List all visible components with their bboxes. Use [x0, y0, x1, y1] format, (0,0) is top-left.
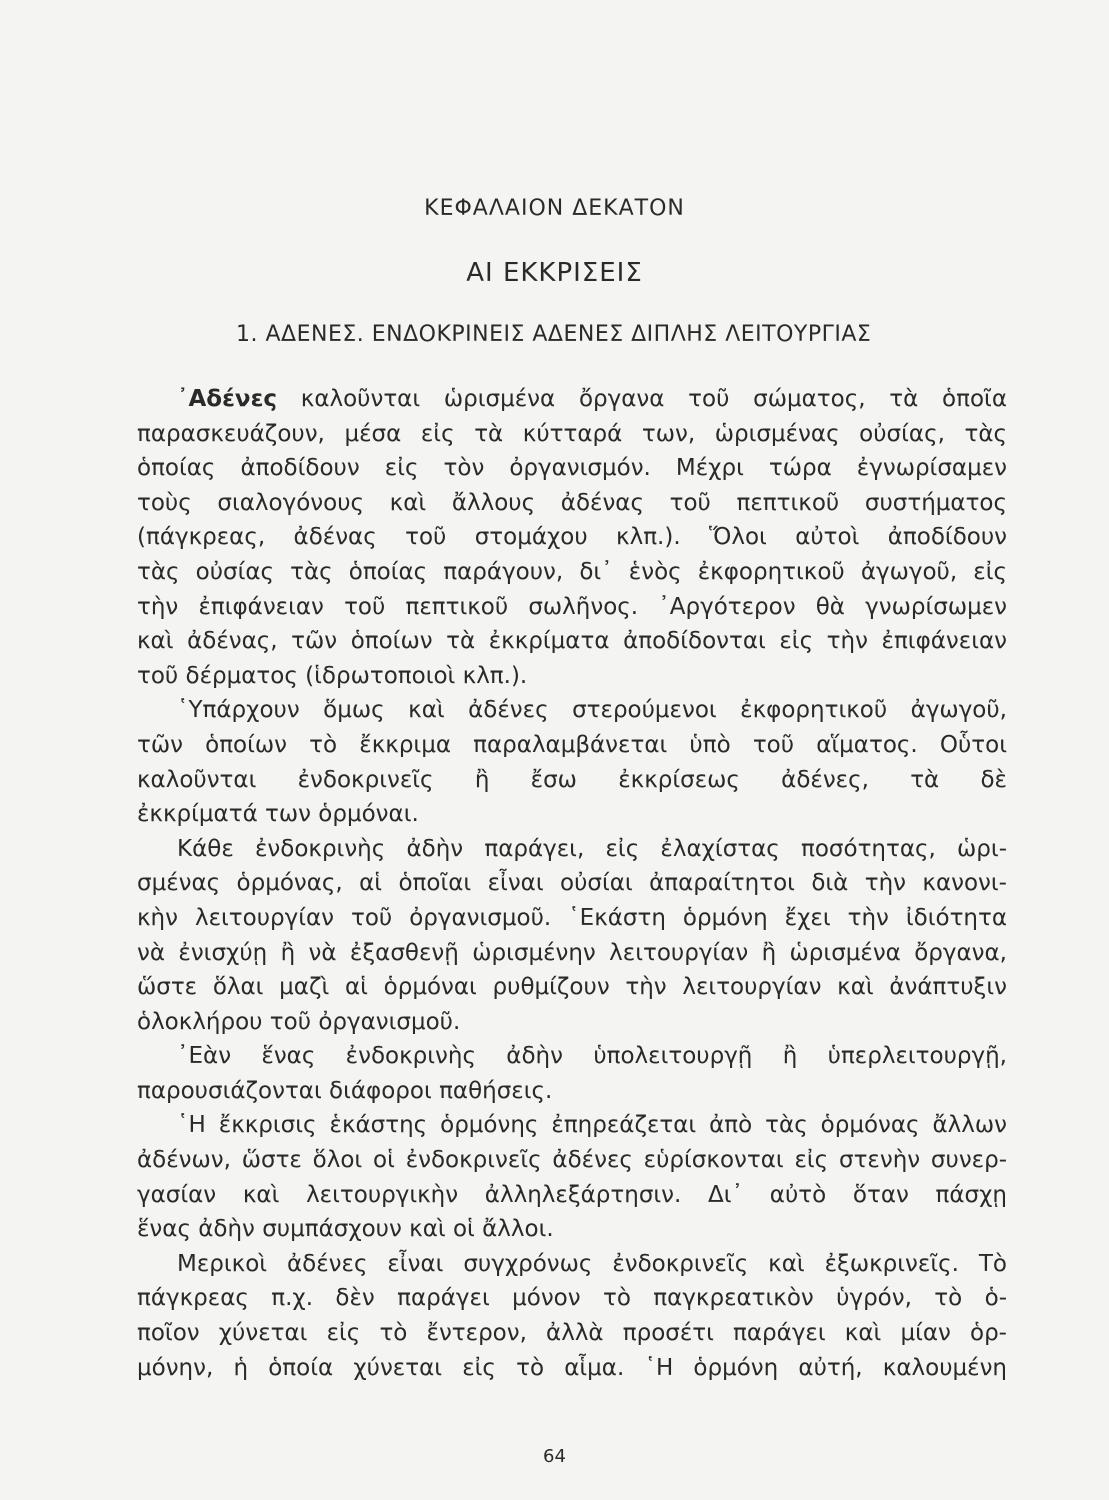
line-text: ἀδένων, ὥστε ὅλοι οἱ ἐνδοκρινεῖς ἀδένες εὑρίσκονται εἰς στενὴν συνερ-: [137, 1147, 1007, 1174]
line-text: καὶ ἀδένας, τῶν ὁποίων τὰ ἐκκρίματα ἀποδίδονται εἰς τὴν ἐπιφάνειαν: [137, 628, 1007, 655]
line-text: Κάθε ἐνδοκρινὴς ἀδὴν παράγει, εἰς ἐλαχίστας ποσότητας, ὡρι-: [177, 835, 1007, 862]
text-line: [137, 936, 1007, 971]
text-line: [137, 1039, 1007, 1074]
page-number: 64: [543, 1446, 566, 1467]
text-line: [137, 486, 1007, 521]
text-line: [137, 1316, 1007, 1351]
text-line: [137, 1178, 1007, 1213]
line-text: τοῦ δέρματος (ἱδρωτοποιοὶ κλπ.).: [137, 662, 528, 689]
line-text: Μερικοὶ ἀδένες εἶναι συγχρόνως ἐνδοκρινεῖς καὶ ἐξωκρινεῖς. Τὸ: [177, 1250, 1007, 1277]
text-line: [137, 659, 1007, 694]
text-line: [137, 624, 1007, 659]
line-text: μόνην, ἡ ὁποία χύνεται εἰς τὸ αἷμα. ῾Η ὁρμόνη αὐτή, καλουμένη: [137, 1354, 1007, 1381]
line-text: τοὺς σιαλογόνους καὶ ἄλλους ἀδένας τοῦ πεπτικοῦ συστήματος: [137, 489, 1007, 516]
text-line: [137, 728, 1007, 763]
text-line: [137, 866, 1007, 901]
text-line: [137, 417, 1007, 452]
line-text: τὴν ἐπιφάνειαν τοῦ πεπτικοῦ σωλῆνος. ᾿Αργότερον θὰ γνωρίσωμεν: [137, 593, 1007, 620]
text-line: [137, 1074, 1007, 1109]
line-text: τὰς οὐσίας τὰς ὁποίας παράγουν, δι᾿ ἑνὸς ἐκφορητικοῦ ἀγωγοῦ, εἰς: [137, 558, 1007, 585]
line-text: ὁλοκλήρου τοῦ ὀργανισμοῦ.: [137, 1008, 461, 1035]
text-line: [137, 555, 1007, 590]
text-line: [137, 797, 1007, 832]
text-line: [137, 970, 1007, 1005]
line-text: ὁποίας ἀποδίδουν εἰς τὸν ὀργανισμόν. Μέχρι τώρα ἐγνωρίσαμεν: [137, 455, 1007, 482]
text-line: [137, 590, 1007, 625]
lead-term: ᾿Αδένες: [177, 386, 278, 412]
line-text: σμένας ὁρμόνας, αἱ ὁποῖαι εἶναι οὐσίαι ἀπαραίτητοι διὰ τὴν κανονι-: [137, 870, 1007, 897]
line-text: ῾Η ἔκκρισις ἑκάστης ὁρμόνης ἐπηρεάζεται ἀπὸ τὰς ὁρμόνας ἄλλων: [177, 1112, 1007, 1139]
text-line: [137, 1351, 1007, 1386]
line-text: γασίαν καὶ λειτουργικὴν ἀλληλεξάρτησιν. Δι᾿ αὐτὸ ὅταν πάσχῃ: [137, 1181, 1007, 1208]
line-text: (πάγκρεας, ἀδένας τοῦ στομάχου κλπ.). Ὅλοι αὐτοὶ ἀποδίδουν: [137, 524, 1007, 551]
line-text: ὥστε ὅλαι μαζὶ αἱ ὁρμόναι ρυθμίζουν τὴν λειτουργίαν καὶ ἀνάπτυξιν: [137, 974, 1007, 1001]
line-text: καλοῦνται ὡρισμένα ὄργανα τοῦ σώματος, τὰ ὁποῖα: [300, 386, 1007, 412]
text-line: [137, 832, 1007, 867]
line-text: ῾Υπάρχουν ὅμως καὶ ἀδένες στερούμενοι ἐκφορητικοῦ ἀγωγοῦ,: [177, 697, 1007, 724]
text-line: [137, 763, 1007, 798]
line-text: ἕνας ἀδὴν συμπάσχουν καὶ οἱ ἄλλοι.: [137, 1216, 554, 1243]
line-text: ἐκκρίματά των ὁρμόναι.: [137, 801, 419, 828]
text-line: [137, 1143, 1007, 1178]
text-line: [137, 1247, 1007, 1282]
line-text: παρουσιάζονται διάφοροι παθήσεις.: [137, 1077, 553, 1104]
text-line: [137, 693, 1007, 728]
text-line: [137, 1108, 1007, 1143]
text-line: [137, 1281, 1007, 1316]
text-line: [137, 520, 1007, 555]
line-text: κὴν λειτουργίαν τοῦ ὀργανισμοῦ. ῾Εκάστη ὁρμόνη ἔχει τὴν ἰδιότητα: [137, 904, 1007, 931]
line-text: παρασκευάζουν, μέσα εἰς τὰ κύτταρά των, ὡρισμένας οὐσίας, τὰς: [137, 420, 1007, 447]
text-line: [137, 1212, 1007, 1247]
line-text: ᾿Εὰν ἕνας ἐνδοκρινὴς ἀδὴν ὑπολειτουργῇ ἢ ὑπερλειτουργῇ,: [177, 1043, 1007, 1070]
text-line: [137, 1005, 1007, 1040]
body-text: [137, 382, 1007, 1385]
text-line: [137, 901, 1007, 936]
text-line: [137, 382, 1007, 417]
line-text: νὰ ἐνισχύῃ ἢ νὰ ἐξασθενῇ ὡρισμένην λειτουργίαν ἢ ὡρισμένα ὄργανα,: [137, 939, 1007, 966]
line-text: ποῖον χύνεται εἰς τὸ ἔντερον, ἀλλὰ προσέτι παράγει καὶ μίαν ὁρ-: [137, 1320, 1007, 1347]
section-heading: 1. ΑΔΕΝΕΣ. ΕΝΔΟΚΡΙΝΕΙΣ ΑΔΕΝΕΣ ΔΙΠΛΗΣ ΛΕΙΤΟΥΡΓΙΑΣ: [236, 322, 872, 347]
page-title: ΑΙ ΕΚΚΡΙΣΕΙΣ: [466, 258, 643, 288]
chapter-heading: ΚΕΦΑΛΑΙΟΝ ΔΕΚΑΤΟΝ: [424, 196, 685, 221]
text-line: [137, 451, 1007, 486]
line-text: τῶν ὁποίων τὸ ἔκκριμα παραλαμβάνεται ὑπὸ τοῦ αἵματος. Οὗτοι: [137, 731, 1007, 758]
line-text: πάγκρεας π.χ. δὲν παράγει μόνον τὸ παγκρεατικὸν ὑγρόν, τὸ ὁ-: [137, 1285, 1007, 1312]
line-text: καλοῦνται ἐνδοκρινεῖς ἢ ἔσω ἐκκρίσεως ἀδένες, τὰ δὲ: [137, 766, 1007, 793]
